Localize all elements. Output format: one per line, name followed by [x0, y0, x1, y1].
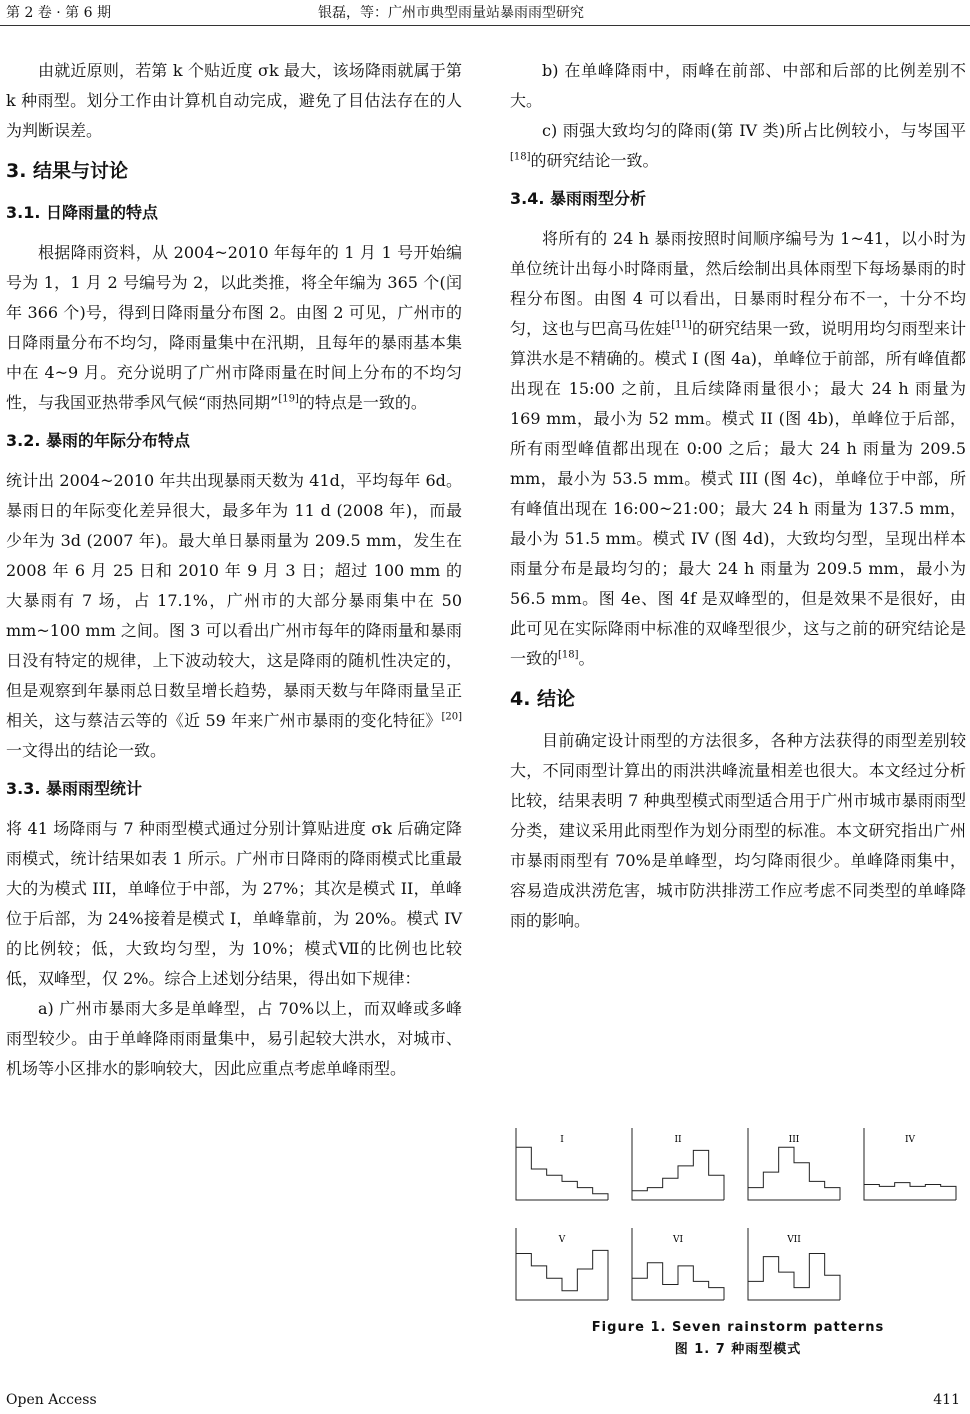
figure-rainstorm-patterns: [510, 1122, 966, 1322]
paragraph-rule-c-text: c) 雨强大致均匀的降雨(第 IV 类)所占比例较小，与岑国平: [542, 121, 966, 140]
pattern-panel-2: [632, 1128, 724, 1200]
pattern-hyetograph: [748, 1147, 840, 1200]
citation-18: [18]: [510, 151, 531, 163]
pattern-label: V: [558, 1235, 566, 1245]
paragraph-3-2: [6, 466, 462, 766]
pattern-hyetograph: [864, 1183, 956, 1200]
right-column: [510, 56, 966, 936]
footer-page-number: 411: [933, 1392, 960, 1408]
section-heading-results: 3. 结果与讨论: [6, 160, 129, 182]
citation-20: [20]: [441, 711, 462, 723]
pattern-panel-3: [748, 1128, 840, 1200]
paragraph-3-2-text: 统计出 2004~2010 年共出现暴雨天数为 41d，平均每年 6d。暴雨日的年际变化差异很大，最多年为 11 d (2008 年)，而最少年为 3d (2007 年)。最大单日暴雨量为 209.5 mm，发生在 2008 年 6 月 25 日和 2010 年 9 月 3 日；超过 100 mm 的大暴雨有 7 场，占 17.1%，广州市的大部分暴雨集中在 50 mm~100 mm 之间。图 3 可以看出广州市每年的降雨量和暴雨日没有特定的规律，上下波动较大，这是降雨的随机性决定的，但是观察到年暴雨总日数呈增长趋势，暴雨天数与年降雨量呈正相关，这与蔡洁云等的《近 59 年来广州市暴雨的变化特征》: [6, 471, 462, 730]
subsection-heading-3-3: 3.3. 暴雨雨型统计: [6, 779, 142, 798]
pattern-label: VI: [672, 1235, 684, 1245]
paragraph-rule-a: a) 广州市暴雨大多是单峰型，占 70%以上，而双峰或多峰雨型较少。由于单峰降雨雨量集中，易引起较大洪水，对城市、机场等小区排水的影响较大，因此应重点考虑单峰雨型。: [6, 999, 462, 1078]
pattern-label: II: [674, 1135, 682, 1145]
paragraph-conclusion: 目前确定设计雨型的方法很多，各种方法获得的雨型差别较大，不同雨型计算出的雨洪洪峰流量相差也很大。本文经过分析比较，结果表明 7 种典型模式雨型适合用于广州市城市暴雨雨型分类，建议采用此雨型作为划分雨型的标准。本文研究指出广州市暴雨雨型有 70%是单峰型，均匀降雨很少。单峰降雨集中，容易造成洪涝危害，城市防洪排涝工作应考虑不同类型的单峰降雨的影响。: [510, 731, 966, 930]
pattern-hyetograph: [516, 1147, 608, 1200]
paragraph-3-1-tail: 的特点是一致的。: [298, 393, 427, 412]
citation-18b: [18]: [558, 649, 579, 661]
figure-caption-zh: 图 1. 7 种雨型模式: [674, 1342, 802, 1357]
pattern-panel-6: [632, 1228, 724, 1300]
paragraph-3-3: 将 41 场降雨与 7 种雨型模式通过分别计算贴进度 σk 后确定降雨模式，统计结果如表 1 所示。广州市日降雨的降雨模式比重最大的为模式 III，单峰位于中部，为 27%；其次是模式 II，单峰位于后部，为 24%接着是模式 I，单峰靠前，为 20%。模式 IV 的比例较；低，大致均匀型，为 10%；模式Ⅶ的比例也比较低，双峰型，仅 2%。综合上述划分结果，得出如下规律：: [6, 819, 462, 988]
pattern-hyetograph: [632, 1263, 724, 1300]
pattern-label: IV: [904, 1135, 916, 1145]
section-heading-conclusion: 4. 结论: [510, 688, 576, 710]
pattern-panel-1: [516, 1128, 608, 1200]
paragraph-3-4-text-a: 将所有的 24 h 暴雨按照时间顺序编号为 1~41，以小时为单位统计出每小时降雨量，然后绘制出具体雨型下每场暴雨的时程分布图。由图 4 可以看出，日暴雨时程分布不一，十分不均匀，这也与巴高马佐娃: [510, 229, 966, 338]
pattern-label: VII: [787, 1235, 801, 1245]
subsection-heading-3-1: 3.1. 日降雨量的特点: [6, 203, 158, 222]
pattern-panel-7: [748, 1228, 840, 1300]
paragraph-3-1-text: 根据降雨资料，从 2004~2010 年每年的 1 月 1 号开始编号为 1，1 月 2 号编号为 2，以此类推，将全年编为 365 个(闰年 366 个)号，得到日降雨量分布图 2。由图 2 可见，广州市的日降雨量分布不均匀，降雨量集中在汛期，且每年的暴雨基本集中在 4~9 月。充分说明了广州市降雨量在时间上分布的不均匀性，与我国亚热带季风气候“雨热同期”: [6, 243, 462, 412]
paragraph-3-2-tail: 一文得出的结论一致。: [6, 741, 167, 760]
pattern-label: I: [560, 1135, 564, 1145]
header-volume: 第 2 卷 · 第 6 期: [6, 5, 111, 21]
running-header: [0, 0, 970, 26]
paragraph-rule-c-tail: 的研究结论一致。: [530, 151, 659, 170]
figure-svg: [510, 1122, 966, 1322]
pattern-hyetograph: [632, 1150, 724, 1200]
pattern-label: III: [788, 1135, 800, 1145]
paragraph-3-4-text-c: 。: [578, 649, 595, 668]
paragraph-rule-b: b) 在单峰降雨中，雨峰在前部、中部和后部的比例差别不大。: [510, 61, 966, 110]
citation-11: [11]: [671, 319, 692, 331]
left-column: [6, 56, 462, 1084]
paragraph-3-4: [510, 224, 966, 674]
header-title: 银磊，等：广州市典型雨量站暴雨雨型研究: [318, 5, 584, 21]
figure-caption-en: Figure 1. Seven rainstorm patterns: [591, 1320, 885, 1335]
subsection-heading-3-2: 3.2. 暴雨的年际分布特点: [6, 431, 190, 450]
header-divider: [0, 25, 970, 26]
paragraph-3-4-text-b: 的研究结果一致，说明用均匀雨型来计算洪水是不精确的。模式 I (图 4a)，单峰位于前部，所有峰值都出现在 15:00 之前，且后续降雨量很小；最大 24 h 雨量为 169 mm，最小为 52 mm。模式 II (图 4b)，单峰位于后部，所有雨型峰值都出现在 0:00 之后；最大 24 h 雨量为 209.5 mm，最小为 53.5 mm。模式 III (图 4c)，单峰位于中部，所有峰值出现在 16:00~21:00；最大 24 h 雨量为 137.5 mm，最小为 51.5 mm。模式 IV (图 4d)，大致均匀型，呈现出样本雨量分布是最均匀的；最大 24 h 雨量为 209.5 mm，最小为 56.5 mm。图 4e、图 4f 是双峰型的，但是效果不是很好，由此可见在实际降雨中标准的双峰型很少，这与之前的研究结论是一致的: [510, 319, 966, 668]
pattern-panel-5: [516, 1228, 608, 1300]
pattern-hyetograph: [748, 1254, 840, 1301]
paragraph-rule-c: [510, 116, 966, 176]
subsection-heading-3-4: 3.4. 暴雨雨型分析: [510, 189, 646, 208]
citation-19: [19]: [278, 393, 299, 405]
paragraph-intro: 由就近原则，若第 k 个贴近度 σk 最大，该场降雨就属于第 k 种雨型。划分工作由计算机自动完成，避免了目估法存在的人为判断误差。: [6, 61, 462, 140]
paragraph-3-1: [6, 238, 462, 418]
footer-open-access: Open Access: [6, 1392, 97, 1408]
pattern-panel-4: [864, 1128, 956, 1200]
pattern-hyetograph: [516, 1250, 608, 1300]
